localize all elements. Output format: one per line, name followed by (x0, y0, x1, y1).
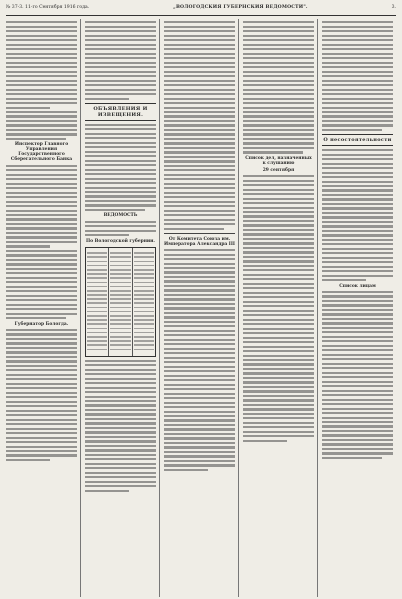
signature: Губернатор Бологда. (14, 321, 69, 327)
text-block (6, 165, 77, 320)
text-block (85, 221, 156, 237)
section-heading: О несостоятельности (322, 134, 393, 146)
text-block (6, 329, 77, 461)
divider (164, 233, 235, 234)
text-block (322, 291, 393, 459)
text-block (85, 21, 156, 99)
text-block (243, 175, 314, 442)
column-4 (243, 19, 318, 597)
text-block (322, 149, 393, 281)
page-number: 3. (391, 5, 396, 10)
text-block (322, 21, 393, 131)
column-5 (322, 19, 396, 597)
column-2 (85, 19, 160, 597)
article-heading: Список дел, назначенных к слушанию (245, 155, 312, 166)
date-subheading: 29 сентября (262, 167, 295, 173)
statistics-table (85, 247, 156, 357)
list-heading: Список лицам (339, 283, 376, 289)
section-heading: ОБЪЯВЛЕНИЯ И ИЗВЕЩЕНИЯ. (85, 103, 156, 121)
table-subtitle: По Вологодской губернии. (86, 238, 155, 244)
text-block (164, 21, 235, 229)
text-block (243, 21, 314, 153)
text-block (85, 124, 156, 211)
column-3 (164, 19, 239, 597)
table-title: ВЕДОМОСТЬ (103, 213, 138, 219)
text-block (164, 249, 235, 471)
page-header (6, 5, 396, 16)
article-heading: От Комитета Союза им. Императора Александра III (164, 236, 235, 247)
issue-number: № 37-3. 11-го Сентября 1916 года. (6, 5, 90, 10)
newspaper-title: „ВОЛОГОДСКИЯ ГУБЕРНСКИЯ ВЕДОМОСТИ". (173, 5, 308, 10)
text-block (85, 360, 156, 492)
column-1 (6, 19, 81, 597)
text-block (6, 21, 77, 140)
article-heading: Инспектор Главного Управления Государственного Сберегательного Банка (10, 142, 73, 163)
